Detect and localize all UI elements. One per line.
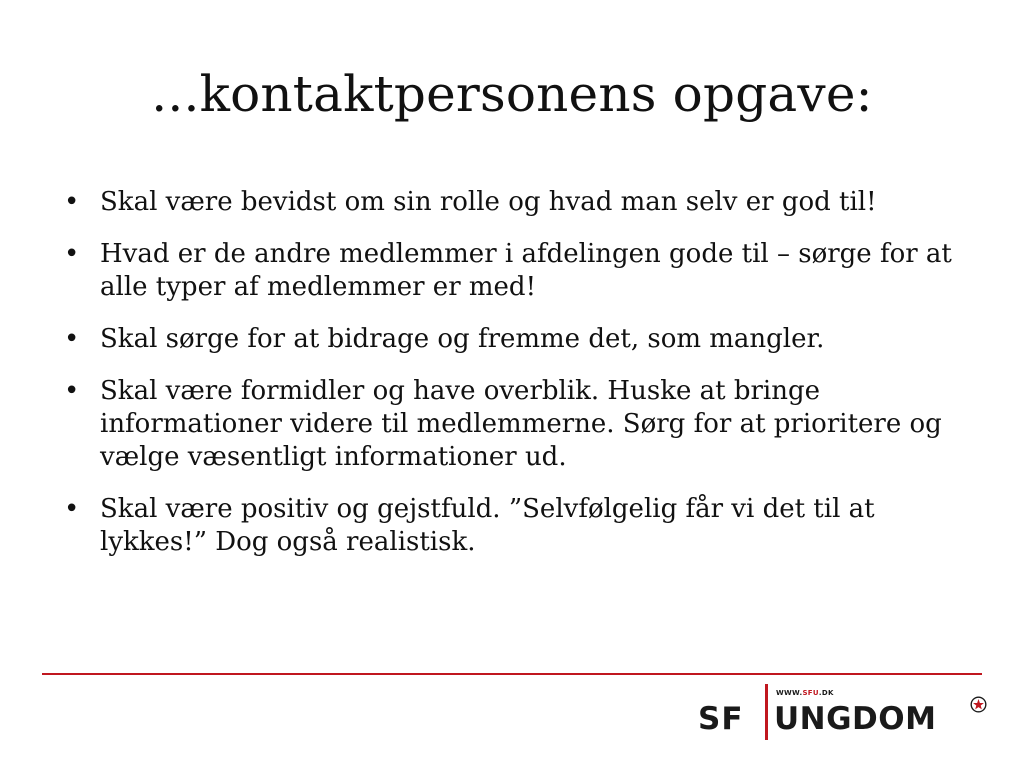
bullet-icon: • [64, 187, 80, 217]
bullet-icon: • [64, 324, 80, 354]
sf-ungdom-logo [698, 684, 988, 744]
bullet-text: Skal sørge for at bidrage og fremme det, som mangler. [100, 324, 825, 354]
logo-url-prefix: WWW. [776, 689, 803, 697]
logo-url-suffix: .DK [818, 689, 834, 697]
footer-divider [42, 673, 982, 675]
bullet-item [64, 186, 974, 219]
bullet-text: Skal være formidler og have overblik. Huske at bringe informationer videre til medlemmerne. Sørg for at prioritere og vælge væsentligt informationer ud. [100, 376, 942, 472]
bullet-item [64, 493, 974, 559]
bullet-text: Skal være bevidst om sin rolle og hvad man selv er god til! [100, 187, 877, 217]
bullet-icon: • [64, 494, 80, 524]
bullet-text: Hvad er de andre medlemmer i afdelingen gode til – sørge for at alle typer af medlemmer er med! [100, 239, 952, 302]
bullet-item [64, 375, 974, 474]
logo-ungdom-text: UNGDOM [774, 701, 937, 737]
logo-url-accent: SFU [802, 689, 819, 697]
bullet-icon: • [64, 376, 80, 406]
bullet-list [64, 186, 974, 578]
slide-title: ...kontaktpersonens opgave: [151, 65, 873, 123]
bullet-item [64, 238, 974, 304]
logo-divider-bar [765, 684, 768, 740]
bullet-item [64, 323, 974, 356]
bullet-icon: • [64, 239, 80, 269]
bullet-text: Skal være positiv og gejstfuld. ”Selvfølgelig får vi det til at lykkes!” Dog også realistisk. [100, 494, 875, 557]
logo-sf-text: SF [698, 701, 744, 737]
star-in-circle-icon [970, 696, 987, 713]
logo-url [776, 689, 834, 697]
